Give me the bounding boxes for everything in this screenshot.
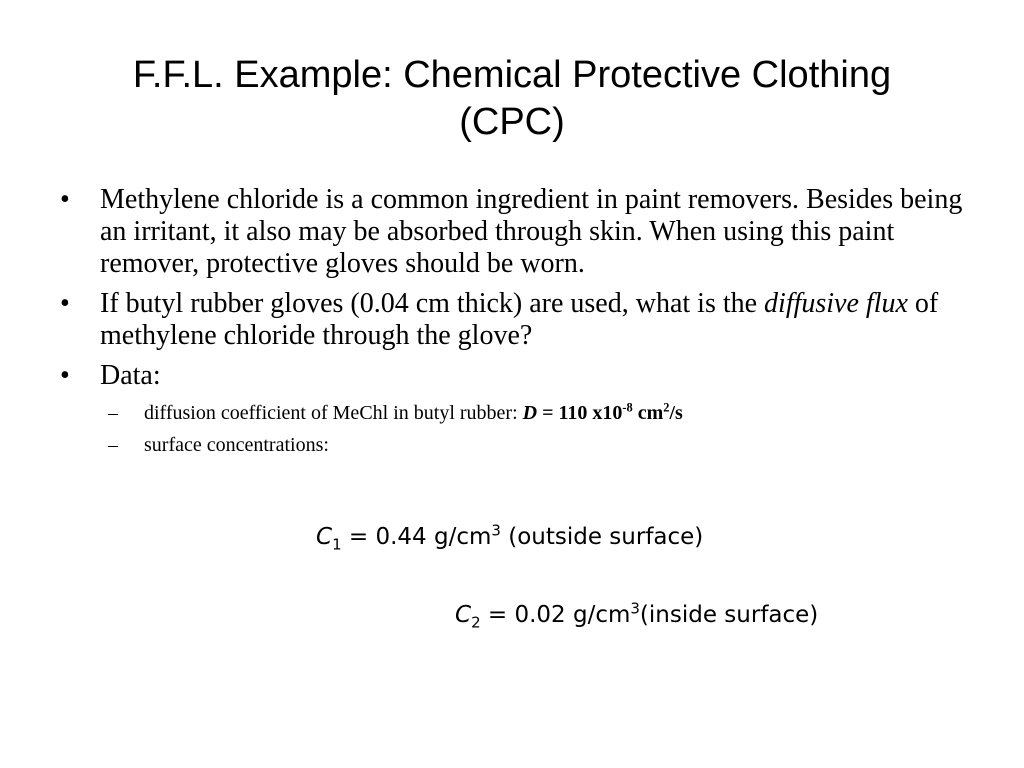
diffusion-exponent: -8 bbox=[622, 400, 633, 415]
bullet-marker: • bbox=[60, 184, 70, 215]
bullet-marker: • bbox=[60, 360, 70, 391]
bullet-text-start: If butyl rubber gloves (0.04 cm thick) are used, what is the bbox=[100, 288, 758, 319]
concentration-c2 bbox=[455, 600, 818, 630]
c1-subscript: 1 bbox=[332, 535, 342, 554]
bullet-text-end: of methylene chloride through the glove? bbox=[100, 288, 939, 351]
c1-note: (outside surface) bbox=[508, 524, 704, 550]
bullet-item-methylene-chloride bbox=[60, 184, 980, 280]
c2-value: = 0.02 g/cm bbox=[487, 602, 631, 628]
diffusion-unit-exponent: 2 bbox=[663, 400, 670, 415]
c1-exponent: 3 bbox=[491, 521, 501, 540]
c2-subscript: 2 bbox=[471, 613, 481, 632]
c1-value: = 0.44 g/cm bbox=[348, 524, 492, 550]
diffusion-coefficient-value bbox=[523, 402, 683, 424]
bullet-text: Data: bbox=[100, 360, 161, 391]
bullet-item-data bbox=[60, 360, 980, 392]
c2-exponent: 3 bbox=[630, 599, 640, 618]
title-line-1: F.F.L. Example: Chemical Protective Clothing bbox=[132, 54, 892, 96]
bullet-text-emphasis: diffusive flux bbox=[764, 288, 908, 319]
c2-note: (inside surface) bbox=[639, 602, 819, 628]
bullet-text: Methylene chloride is a common ingredient in paint removers. Besides being an irritant, it also may be absorbed through skin. When using this paint remover, protective gloves should be worn. bbox=[100, 184, 963, 279]
diffusion-unit: cm bbox=[637, 402, 664, 424]
diffusion-number: = 110 x10 bbox=[542, 402, 623, 424]
bullet-item-question bbox=[60, 288, 980, 352]
subbullet-diffusion-coefficient bbox=[60, 400, 980, 426]
slide-content bbox=[60, 184, 980, 458]
diffusion-unit-end: /s bbox=[669, 402, 683, 424]
subbullet-surface-concentrations bbox=[60, 432, 980, 458]
c2-variable: C bbox=[455, 602, 472, 628]
subbullet-marker: – bbox=[108, 434, 118, 456]
diffusion-symbol: D bbox=[522, 402, 538, 424]
slide-title bbox=[40, 52, 984, 146]
subbullet-text: diffusion coefficient of MeChl in butyl rubber: bbox=[144, 402, 518, 424]
concentration-c1 bbox=[316, 522, 703, 552]
bullet-marker: • bbox=[60, 288, 70, 319]
c1-variable: C bbox=[316, 524, 333, 550]
subbullet-text: surface concentrations: bbox=[144, 434, 329, 456]
title-line-2: (CPC) bbox=[459, 101, 565, 143]
subbullet-marker: – bbox=[108, 402, 118, 424]
